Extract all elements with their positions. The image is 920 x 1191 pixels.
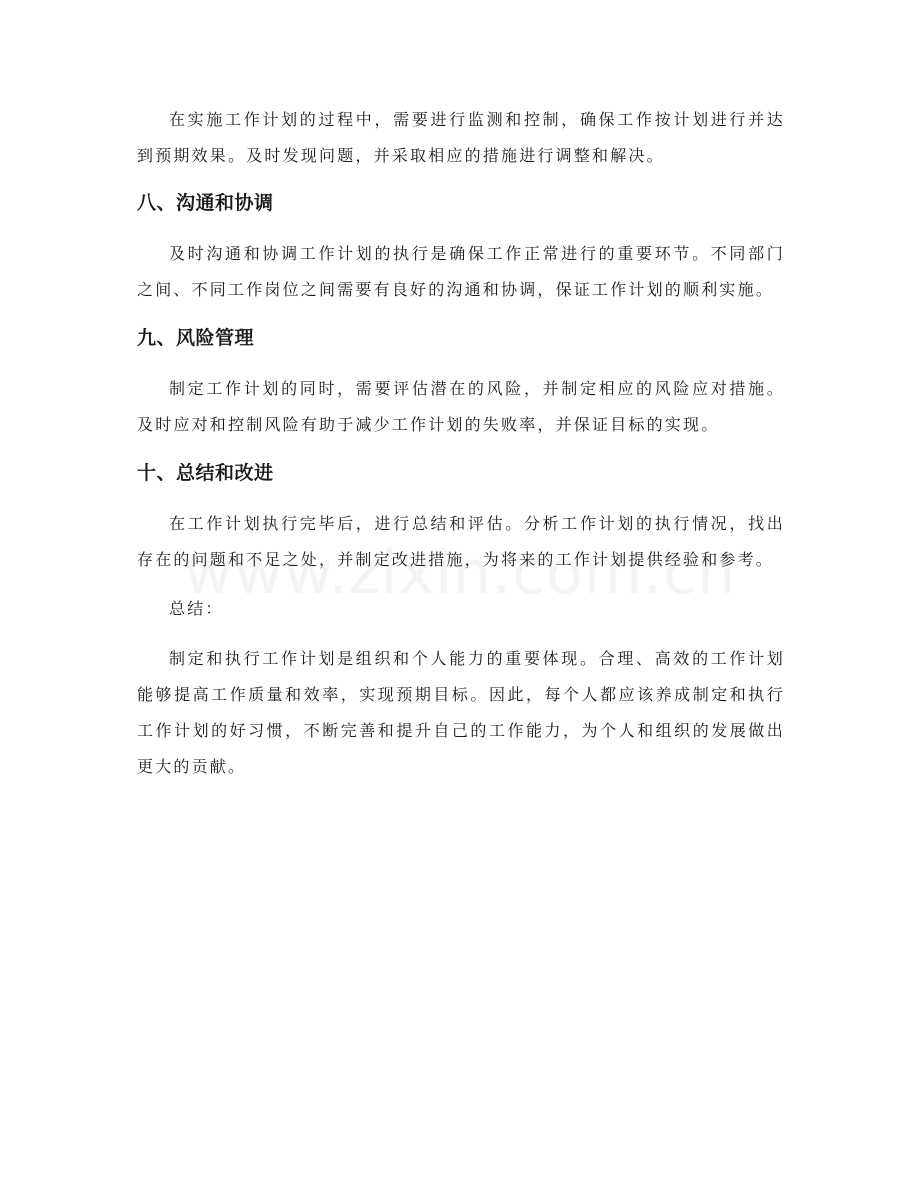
- section-body-communication: 及时沟通和协调工作计划的执行是确保工作正常进行的重要环节。不同部门之间、不同工作岗位之间需要有良好的沟通和协调，保证工作计划的顺利实施。: [137, 244, 785, 299]
- section-heading-review: 十、总结和改进: [137, 462, 274, 484]
- section-heading-risk: 九、风险管理: [137, 327, 255, 349]
- section-body-review: 在工作计划执行完毕后，进行总结和评估。分析工作计划的执行情况，找出存在的问题和不足之处，并制定改进措施，为将来的工作计划提供经验和参考。: [137, 514, 785, 569]
- document-body: [137, 102, 785, 785]
- section-body-risk: 制定工作计划的同时，需要评估潜在的风险，并制定相应的风险应对措施。及时应对和控制风险有助于减少工作计划的失败率，并保证目标的实现。: [137, 379, 785, 434]
- summary-label: 总结：: [169, 599, 224, 618]
- section-heading-communication: 八、沟通和协调: [137, 192, 274, 214]
- paragraph-monitoring: 在实施工作计划的过程中，需要进行监测和控制，确保工作按计划进行并达到预期效果。及时发现问题，并采取相应的措施进行调整和解决。: [137, 110, 785, 165]
- summary-body: 制定和执行工作计划是组织和个人能力的重要体现。合理、高效的工作计划能够提高工作质量和效率，实现预期目标。因此，每个人都应该养成制定和执行工作计划的好习惯，不断完善和提升自己的工作能力，为个人和组织的发展做出更大的贡献。: [137, 649, 785, 776]
